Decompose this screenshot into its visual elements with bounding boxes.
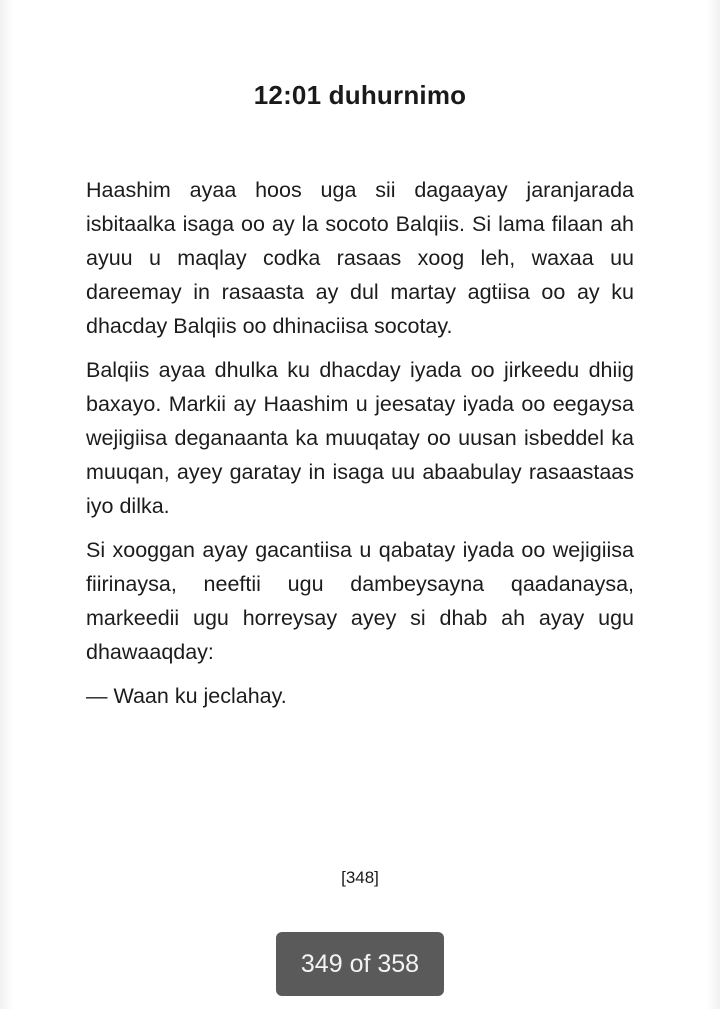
paragraph-2: Balqiis ayaa dhulka ku dhacday iyada oo jirkeedu dhiig baxayo. Markii ay Haashim u jeesatay iyada oo eegaysa wejigiisa deganaanta ka muuqatay oo uusan isbeddel ka muuqan, ayey garatay in isaga uu abaabulay rasaastaas iyo dilka. [86,358,634,518]
reading-progress-indicator[interactable] [276,932,444,996]
paragraph-1: Haashim ayaa hoos uga sii dagaayay jaranjarada isbitaalka isaga oo ay la socoto Balqiis. Si lama filaan ah ayuu u maqlay codka rasaas xoog leh, waxaa uu dareemay in rasaasta ay dul martay agtiisa oo ay ku dhacday Balqiis oo dhinaciisa socotay. [86,178,634,338]
paragraph-4-dialogue: — Waan ku jeclahay. [86,684,287,708]
chapter-body [86,173,634,723]
paragraph-3: Si xooggan ayay gacantiisa u qabatay iyada oo wejigiisa fiirinaysa, neeftii ugu dambeysayna qaadanaysa, markeedii ugu horreysay ayey si dhab ah ayay ugu dhawaaqday: [86,538,634,664]
chapter-title: 12:01 duhurnimo [253,80,467,110]
printed-page-number: [348] [341,868,379,887]
page-edge-right [706,0,720,1009]
progress-label: 349 of 358 [300,949,420,978]
page-edge-left [0,0,14,1009]
